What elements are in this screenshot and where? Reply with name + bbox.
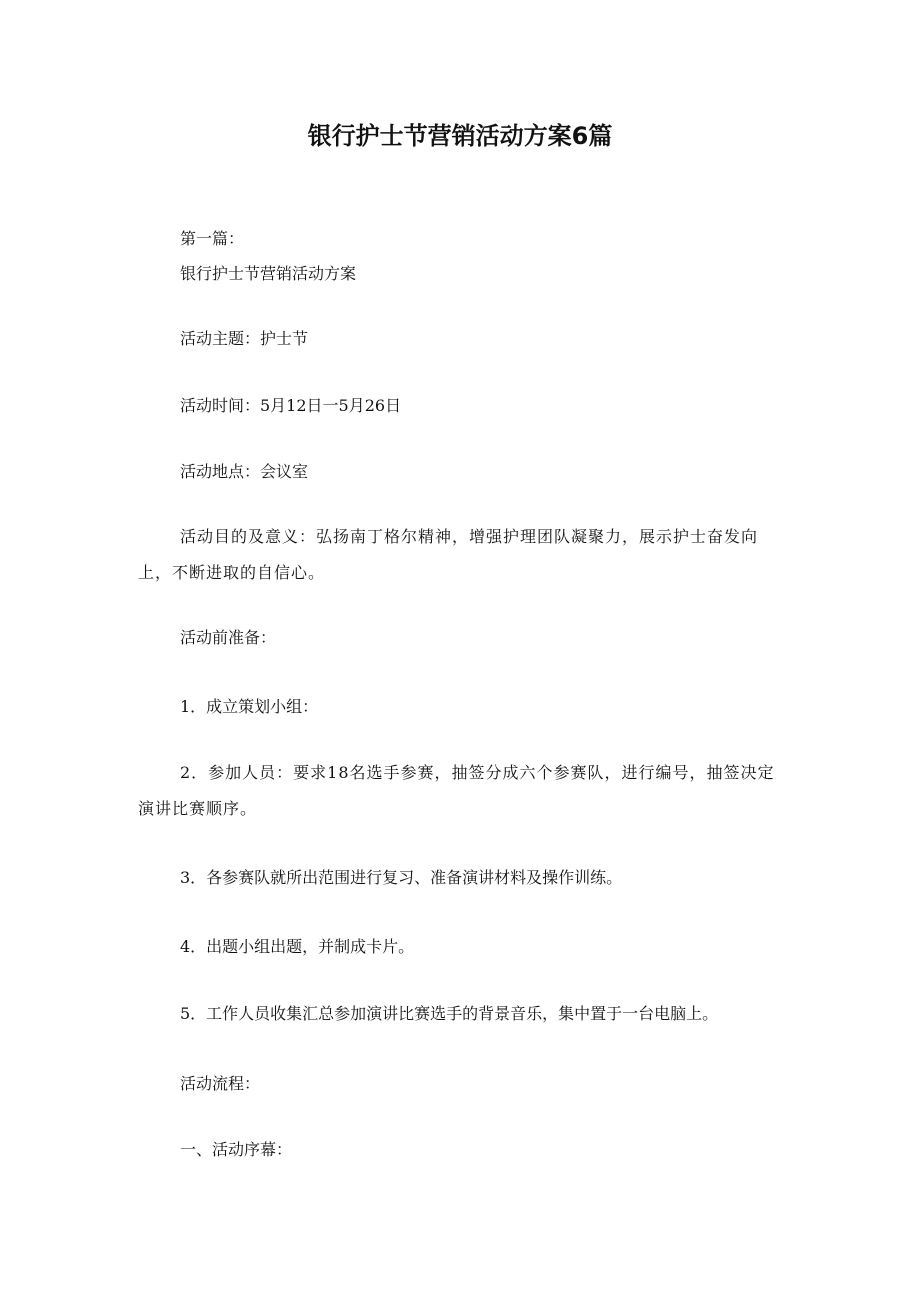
activity-time: 活动时间：5月12日一5月26日 xyxy=(180,396,402,415)
prep-item-1: 1．成立策划小组： xyxy=(180,697,319,716)
prep-item-4: 4．出题小组出题，并制成卡片。 xyxy=(180,937,415,956)
prep-item-3: 3．各参赛队就所出范围进行复习、准备演讲材料及操作训练。 xyxy=(180,868,623,887)
document-title: 银行护士节营销活动方案6篇 xyxy=(307,122,613,150)
prep-item-2: 2．参加人员：要求18名选手参赛，抽签分成六个参赛队，进行编号，抽签决定演讲比赛顺序。 xyxy=(138,763,775,818)
prep-item-5: 5．工作人员收集汇总参加演讲比赛选手的背景音乐，集中置于一台电脑上。 xyxy=(180,1004,719,1023)
plan-title: 银行护士节营销活动方案 xyxy=(180,264,357,283)
flow-heading: 活动流程： xyxy=(180,1074,261,1093)
prep-heading: 活动前准备： xyxy=(180,628,277,647)
section-label: 第一篇： xyxy=(180,229,245,248)
activity-purpose: 活动目的及意义：弘扬南丁格尔精神，增强护理团队凝聚力，展示护士奋发向上，不断进取的自信心。 xyxy=(138,527,759,582)
activity-location: 活动地点：会议室 xyxy=(180,462,309,481)
flow-first-item: 一、活动序幕： xyxy=(180,1140,293,1159)
activity-theme: 活动主题：护士节 xyxy=(180,329,309,348)
